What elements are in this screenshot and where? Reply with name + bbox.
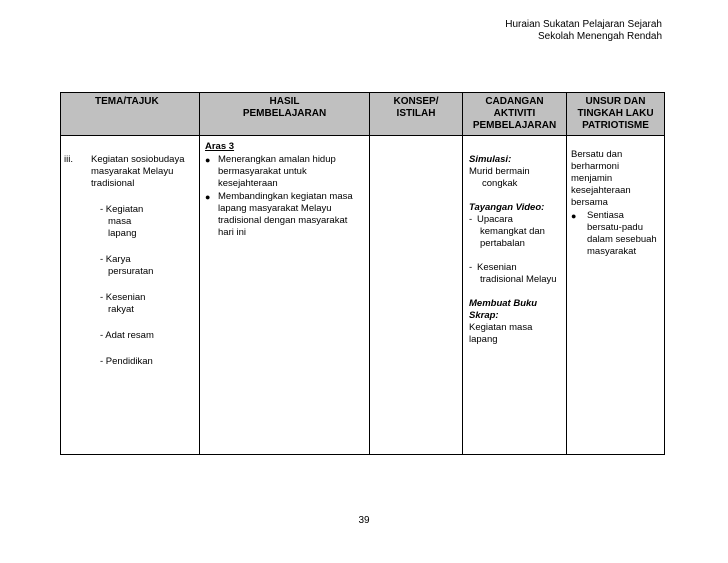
list-item: ● Sentiasa bersatu-padu dalam sesebuah masyarakat: [571, 210, 657, 257]
table-row: [61, 136, 665, 455]
tema-sub-item: - Kegiatan masa lapang: [100, 204, 144, 239]
cell-konsep: [370, 136, 463, 455]
tayangan-heading: Tayangan Video:: [469, 202, 545, 213]
list-item: - Upacara kemangkat dan pertabalan: [469, 214, 545, 249]
tema-main: iii. Kegiatan sosiobudaya masyarakat Melayu tradisional: [64, 154, 185, 189]
tema-sub-item: - Kesenian rakyat: [100, 292, 146, 315]
cell-tema: [61, 136, 200, 455]
col-header-unsur: UNSUR DAN TINGKAH LAKU PATRIOTISME: [567, 93, 665, 136]
col-header-tema: TEMA/TAJUK: [61, 93, 200, 136]
tema-sub-item: - Adat resam: [100, 330, 154, 341]
bullet-icon: ●: [205, 192, 211, 202]
list-item: ● Menerangkan amalan hidup bermasyarakat untuk kesejahteraan: [205, 154, 336, 189]
tema-number: iii.: [64, 154, 73, 165]
header-subtitle: Sekolah Menengah Rendah: [538, 31, 662, 42]
col-header-konsep: KONSEP/ ISTILAH: [370, 93, 463, 136]
list-item: - Kesenian tradisional Melayu: [469, 262, 557, 285]
cell-cadangan: Simulasi: Murid bermain congkak Tayangan Video: - Upacara kemangkat dan pertabalan - Kesenian tradisional Melayu Membuat Buku Skrap: Kegiatan masa lapang: [463, 136, 567, 455]
page-number: 39: [358, 515, 370, 526]
cell-unsur: Bersatu dan berharmoni menjamin kesejahteraan bersama ● Sentiasa bersatu-padu dalam sesebuah masyarakat: [567, 136, 665, 455]
col-header-hasil: HASIL PEMBELAJARAN: [200, 93, 370, 136]
aras-label: Aras 3: [205, 141, 235, 152]
syllabus-table: [60, 92, 665, 455]
list-item: ● Membandingkan kegiatan masa lapang masyarakat Melayu tradisional dengan masyarakat hari ini: [205, 191, 353, 238]
tema-sub-item: - Pendidikan: [100, 356, 153, 367]
tema-sub-item: - Karya persuratan: [100, 254, 154, 277]
table-header-row: [61, 93, 665, 136]
col-header-cadangan: CADANGAN AKTIVITI PEMBELAJARAN: [463, 93, 567, 136]
bullet-icon: ●: [571, 211, 577, 221]
cell-hasil: [200, 136, 370, 455]
simulasi-heading: Simulasi:: [469, 154, 512, 165]
bullet-icon: ●: [205, 155, 211, 165]
buku-skrap-heading: Membuat Buku: [469, 298, 538, 309]
header-title: Huraian Sukatan Pelajaran Sejarah: [505, 19, 662, 30]
document-header: [505, 19, 662, 43]
